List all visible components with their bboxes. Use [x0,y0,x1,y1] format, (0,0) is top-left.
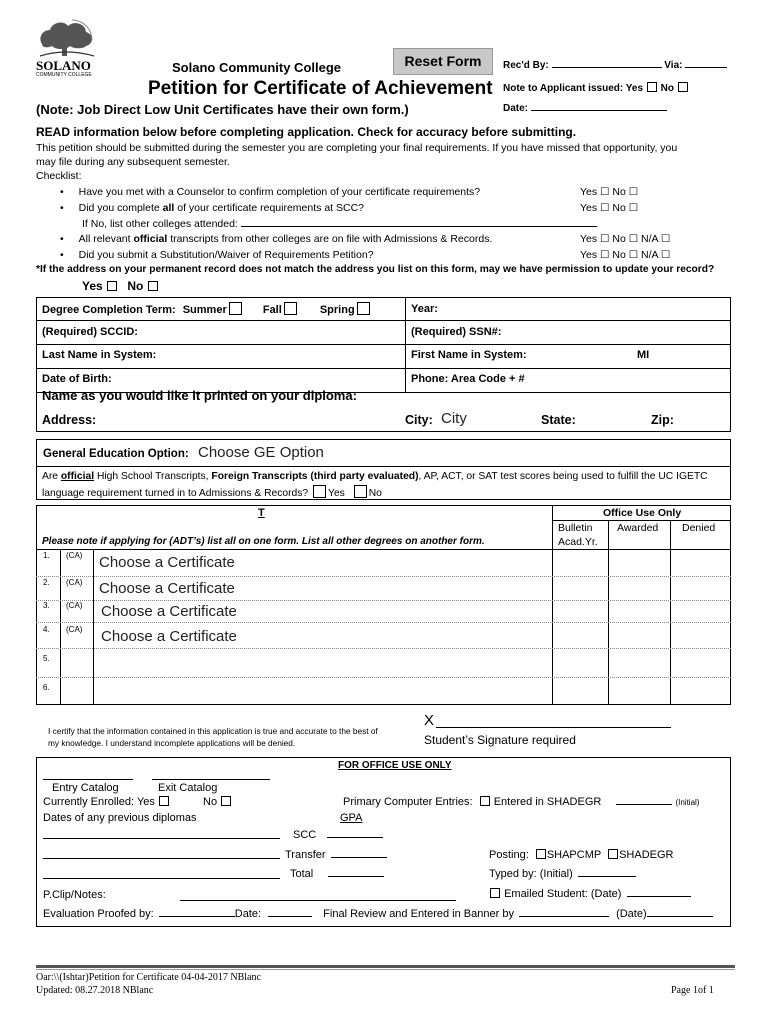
row-number: 4. [43,625,50,634]
summer-label: Summer [182,304,227,316]
note-no-label: No [660,83,674,94]
intro-paragraph-2: may file during any subsequent semester. [36,156,230,168]
scc-row: SCC [293,829,383,841]
office-use-title: FOR OFFICE USE ONLY [338,760,452,771]
bullet-icon: • [60,233,64,245]
footer-path: Oar:\\(Ishtar)Petition for Certificate 04-04-2017 NBlanc [36,972,261,983]
row-number: 1. [43,551,50,560]
intro-paragraph-1: This petition should be submitted during the semester you are completing your final requirements. If you have missed that opportunity, you [36,142,678,154]
shapcmp-checkbox[interactable] [536,849,546,859]
office-use-box [36,757,731,927]
checklist-options[interactable]: Yes ☐ No ☐ N/A ☐ [580,249,671,261]
ge-option-label: General Education Option: [43,448,189,460]
note-issued-line [503,82,689,94]
signature-label: Student’s Signature required [424,733,576,747]
ssn-field[interactable]: (Required) SSN#: [411,326,502,338]
certify-line-1: I certify that the information contained in this application is true and accurate to the best of [48,726,378,736]
signature-line[interactable] [436,727,671,728]
term-label: Degree Completion Term: [42,304,176,316]
enrolled-yes-checkbox[interactable] [159,796,169,806]
bulletin-header: Bulletin [558,522,593,534]
summer-checkbox[interactable] [229,302,242,315]
checklist-options[interactable]: Yes ☐ No ☐ N/A ☐ [580,233,671,245]
emailed-row: Emailed Student: (Date) [489,888,691,900]
certificate-dropdown[interactable]: Choose a Certificate [99,554,235,571]
footer-page: Page 1of 1 [671,985,714,996]
city-input[interactable]: City [441,410,467,427]
fall-checkbox[interactable] [284,302,297,315]
acad-yr-header: Acad.Yr. [558,536,598,548]
checklist-item: • All relevant official transcripts from other colleges are on file with Admissions & Records. [60,233,493,245]
certificate-dropdown[interactable]: Choose a Certificate [101,628,237,645]
checklist-text: Have you met with a Counselor to confirm completion of your certificate requirements? [78,186,481,198]
checklist-options[interactable]: Yes ☐ No ☐ [580,202,639,214]
entry-catalog-label: Entry Catalog [52,782,119,794]
pclip-notes-label: P.Clip/Notes: [43,889,106,901]
denied-header: Denied [682,522,716,534]
ge-question-line-2: language requirement turned in to Admissions & Records? Yes No [42,485,382,499]
permission-no-checkbox[interactable] [148,281,158,291]
certificate-dropdown[interactable]: Choose a Certificate [99,580,235,597]
emailed-checkbox[interactable] [490,888,500,898]
page-title: Petition for Certificate of Achievement [148,78,493,99]
note-low-unit: (Note: Job Direct Low Unit Certificates have their own form.) [36,102,409,117]
city-label: City: [405,413,433,427]
exit-catalog-label: Exit Catalog [158,782,218,794]
first-name-field[interactable]: First Name in System: [411,349,527,361]
gpa-label: GPA [340,812,363,824]
signature-x: X [424,712,435,729]
bullet-icon: • [60,186,64,198]
zip-field[interactable]: Zip: [651,413,674,427]
reset-form-button[interactable]: Reset Form [393,48,493,75]
dob-field[interactable]: Date of Birth: [42,373,112,385]
logo-subtext: COMMUNITY COLLEGE [36,72,92,78]
row-ca: (CA) [66,551,83,560]
footer-updated: Updated: 08.27.2018 NBlanc [36,985,154,996]
shadegr-entered-checkbox[interactable] [480,796,490,806]
student-info-table [36,297,731,432]
other-colleges-line [82,218,597,230]
row-ca: (CA) [66,578,83,587]
recd-by-line [503,60,727,71]
last-name-field[interactable]: Last Name in System: [42,349,157,361]
posting-row: Posting: SHAPCMP SHADEGR [489,849,674,861]
awarded-header: Awarded [617,522,659,534]
total-row: Total [290,868,384,880]
row-number: 3. [43,601,50,610]
row-ca: (CA) [66,601,83,610]
permission-yes-checkbox[interactable] [107,281,117,291]
other-colleges-label: If No, list other colleges attended: [82,218,238,230]
checklist-options[interactable]: Yes ☐ No ☐ [580,186,639,198]
diploma-name-field[interactable]: Name as you would like it printed on your diploma: [42,388,357,403]
enrolled-no-checkbox[interactable] [221,796,231,806]
date-label: Date: [503,103,529,114]
currently-enrolled-row: Currently Enrolled: Yes No [43,796,232,808]
transfer-row: Transfer [285,849,387,861]
year-label[interactable]: Year: [411,303,438,315]
row-number: 5. [43,654,50,663]
row-number: 2. [43,578,50,587]
ge-yes-checkbox[interactable] [313,485,326,498]
ge-question-line-1: Are official High School Transcripts, Foreign Transcripts (third party evaluated), AP, ACT, or SAT test scores being used to fulfill the UC IGETC [42,471,708,482]
typed-by-row: Typed by: (Initial) [489,868,636,880]
shadegr-checkbox[interactable] [608,849,618,859]
checklist-label: Checklist: [36,170,82,182]
footer-rule [36,965,735,968]
logo-text: SOLANO [36,58,91,73]
bullet-icon: • [60,202,64,214]
t-label: T [258,507,265,519]
certificate-dropdown[interactable]: Choose a Certificate [101,603,237,620]
read-instructions: READ information below before completing application. Check for accuracy before submitting. [36,125,577,139]
date-line [503,103,667,114]
ge-no-checkbox[interactable] [354,485,367,498]
bullet-icon: • [60,249,64,261]
completion-term-row [42,302,372,316]
college-name: Solano Community College [172,60,342,75]
spring-label: Spring [319,304,355,316]
note-yes-checkbox[interactable] [647,82,657,92]
state-field[interactable]: State: [541,413,576,427]
checklist-text: Did you submit a Substitution/Waiver of Requirements Petition? [78,249,374,261]
address-permission-options: Yes No [82,279,159,293]
certify-line-2: my knowledge. I understand incomplete applications will be denied. [48,738,296,748]
fall-label: Fall [262,304,282,316]
recd-by-label: Rec'd By: [503,60,549,71]
spring-checkbox[interactable] [357,302,370,315]
note-no-checkbox[interactable] [678,82,688,92]
sccid-field[interactable]: (Required) SCCID: [42,326,138,338]
address-permission-question: *If the address on your permanent record does not match the address you list on this form, may we have permission to update your record? [36,264,715,275]
note-issued-label: Note to Applicant issued: Yes [503,83,644,94]
phone-field[interactable]: Phone: Area Code + # [411,373,525,385]
evaluation-row: Evaluation Proofed by: Date: Final Review and Entered in Banner by (Date) [43,908,713,920]
via-label: Via: [664,60,683,71]
mi-field[interactable]: MI [637,349,650,361]
ge-option-dropdown[interactable]: Choose GE Option [198,444,324,461]
office-use-header: Office Use Only [603,507,682,519]
prev-diplomas-label: Dates of any previous diplomas [43,812,197,824]
checklist-item [60,186,480,198]
primary-entries-row: Primary Computer Entries: Entered in SHADEGR (Initial) [343,796,700,808]
row-ca: (CA) [66,625,83,634]
adt-note: Please note if applying for (ADT’s) list all on one form. List all other degrees on another form. [42,536,485,547]
checklist-item [60,249,374,261]
tree-logo-icon [36,18,96,58]
address-field[interactable]: Address: [42,413,97,427]
college-logo [36,18,96,76]
row-number: 6. [43,683,50,692]
checklist-item: • Did you complete all of your certificate requirements at SCC? [60,202,365,214]
